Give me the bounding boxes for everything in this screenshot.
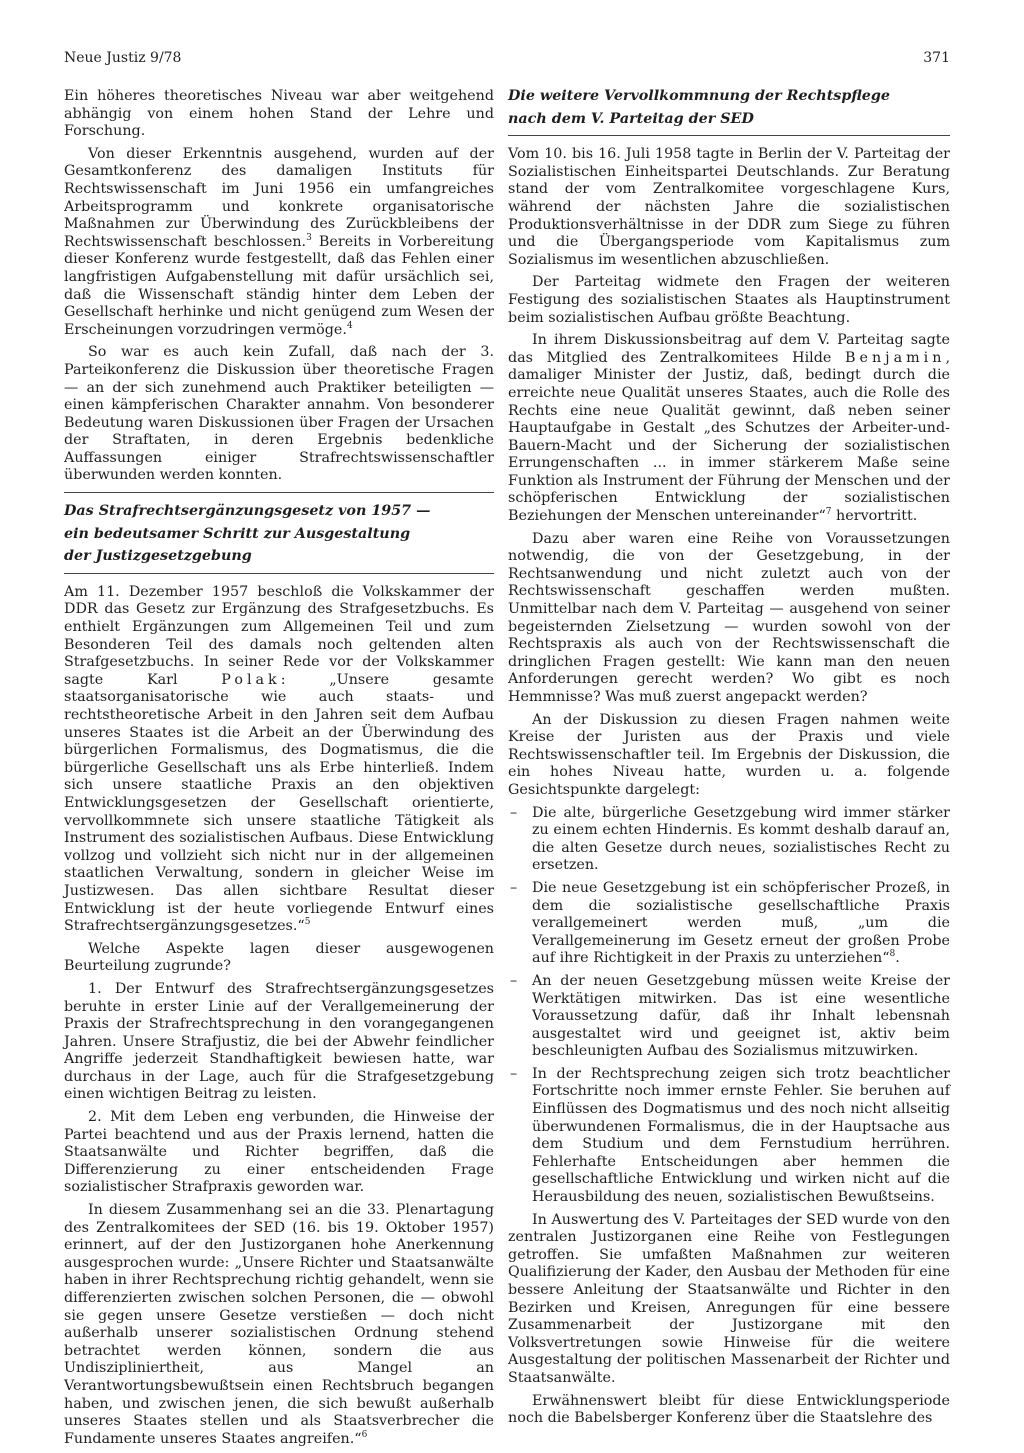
- paragraph: In diesem Zusammenhang sei an die 33. Plenartagung des Zentralkomitees der SED (16. bis 19. Oktober 1957) erinnert, auf der den Justizorganen hohe Anerkennung ausgesprochen wurde: „Unsere Richter und Staatsanwälte haben in ihrer Rechtsprechung richtig gehandelt, wenn sie differenzierten zwischen solchen Personen, die — obwohl sie gegen unsere Gesetze verstießen — doch nicht außerhalb unserer sozialistischen Ordnung stehend betrachtet werden können, sondern die aus Undiszipliniertheit, aus Mangel an Verantwortungsbewußtsein einen Rechtsbruch begangen haben, und zwischen jenen, die sich bewußt außerhalb unseres Staates stellen und als Staatsverbrecher die Fundamente unseres Staates angreifen.“$^6$: [64, 1202, 494, 1447]
- section-heading: Die weitere Vervollkommnung der Rechtspflege nach dem V. Parteitag der SED: [508, 88, 890, 127]
- dash-list: [508, 805, 950, 1207]
- section-rule: [64, 573, 494, 574]
- paragraph: Am 11. Dezember 1957 beschloß die Volkskammer der DDR das Gesetz zur Ergänzung des Strafgesetzbuchs. Es enthielt Ergänzungen zum Allgemeinen Teil und zum Besonderen Teil des damals noch geltenden alten Strafgesetzbuchs. In seiner Rede vor der Volkskammer sagte Karl Polak: „Unsere gesamte staatsorganisatorische wie auch staats- und rechtstheoretische Arbeit in den Jahren seit dem Aufbau unseres Staates ist die Arbeit an der Überwindung des bürgerlichen Formalismus, des Dogmatismus, die die bürgerliche Gesellschaft uns als Erbe hinterließ. Indem sich unsere staatliche Praxis an den objektiven Entwicklungsgesetzen der Gesellschaft orientierte, vervollkommnete sich unsere staatliche Tätigkeit als Instrument des sozialistischen Aufbaus. Diese Entwicklung vollzog und vollzieht sich nicht nur in der allgemeinen staatlichen Verwaltung, sondern in gleicher Weise im Justizwesen. Das allen sichtbare Resultat dieser Entwicklung ist der heute vorliegende Entwurf eines Strafrechtsergänzungsgesetzes.“$^5$: [64, 583, 494, 935]
- section-rule: [508, 135, 950, 136]
- list-item: – Die alte, bürgerliche Gesetzgebung wird immer stärker zu einem echten Hindernis. Es kommt deshalb darauf an, die alten Gesetze durch neues, sozialistisches Recht zu ersetzen.: [508, 805, 950, 875]
- paragraph: Von dieser Erkenntnis ausgehend, wurden auf der Gesamtkonferenz des damaligen Instituts für Rechtswissenschaft im Juni 1956 ein umfangreiches Arbeitsprogramm und konkrete organisatorische Maßnahmen zur Überwindung des Zurückbleibens der Rechtswissenschaft beschlossen.$^3$ Bereits in Vorbereitung dieser Konferenz wurde festgestellt, daß das Fehlen einer langfristigen Aufgabenstellung mit dafür ursächlich sei, daß die Wissenschaft ständig hinter dem Leben der Gesellschaft herhinke und nicht genügend zum Wesen der Erscheinungen vorzudringen vermöge.$^4$: [64, 145, 494, 338]
- paragraph: Der Parteitag widmete den Fragen der weiteren Festigung des sozialistischen Staates als Hauptinstrument beim sozialistischen Aufbau größte Beachtung.: [508, 274, 950, 326]
- list-item: – Die neue Gesetzgebung ist ein schöpferischer Prozeß, in dem die sozialistische gesellschaftliche Praxis verallgemeinert werden muß, „um die Verallgemeinerung im Gesetz erneut der großen Probe auf ihre Richtigkeit in der Praxis zu unterziehen“$^8$.: [508, 880, 950, 968]
- paragraph: Vom 10. bis 16. Juli 1958 tagte in Berlin der V. Parteitag der Sozialistischen Einheitspartei Deutschlands. Zur Beratung stand der vom Zentralkomitee vorgeschlagene Kurs, während der nächsten Jahre die sozialistischen Produktionsverhältnisse in der DDR zum Siege zu führen und die Übergangsperiode vom Kapitalismus zum Sozialismus im wesentlichen abzuschließen.: [508, 146, 950, 268]
- paragraph: An der Diskussion zu diesen Fragen nahmen weite Kreise der Juristen aus der Praxis und viele Rechtswissenschaftler teil. Im Ergebnis der Diskussion, die ein hohes Niveau hatte, wurden u. a. folgende Gesichtspunkte dargelegt:: [508, 711, 950, 798]
- footnote-ref: 7: [825, 507, 832, 518]
- paragraph: Welche Aspekte lagen dieser ausgewogenen Beurteilung zugrunde?: [64, 940, 494, 975]
- footnote-ref: 5: [304, 917, 311, 928]
- paragraph: In Auswertung des V. Parteitages der SED wurde von den zentralen Justizorganen eine Reihe von Festlegungen getroffen. Sie umfaßten Maßnahmen zur weiteren Qualifizierung der Kader, den Ausbau der Methoden für eine bessere Anleitung der Staatsanwälte und Richter in den Bezirken und Kreisen, Anregungen für eine bessere Zusammenarbeit der Justizorgane mit den Volksvertretungen sowie Hinweise für die weitere Ausgestaltung der politischen Massenarbeit der Richter und Staatsanwälte.: [508, 1211, 950, 1386]
- paragraph: Dazu aber waren eine Reihe von Voraussetzungen notwendig, die von der Gesetzgebung, in der Rechtsanwendung und nicht zuletzt auch von der Rechtswissenschaft geschaffen werden mußten. Unmittelbar nach dem V. Parteitag — ausgehend von seiner begeisternden Zielsetzung — wurden sowohl von der Rechtspraxis als auch von der Rechtswissenschaft die dringlichen Fragen gestellt: Wie kann man den neuen Anforderungen gerecht werden? Wo gibt es noch Hemmnisse? Was muß zuerst angepackt werden?: [508, 530, 950, 705]
- spaced-name: Benjamin: [844, 349, 946, 366]
- right-column: [508, 88, 950, 1433]
- paragraph: 1. Der Entwurf des Strafrechtsergänzungsgesetzes beruhte in erster Linie auf der Verallgemeinerung der Praxis der Strafrechtsprechung in den vorangegangenen Jahren. Unsere Strafjustiz, die bei der Abwehr feindlicher Angriffe jederzeit Standhaftigkeit bewiesen hatte, war durchaus in der Lage, auch für die Strafgesetzgebung einen wichtigen Beitrag zu leisten.: [64, 980, 494, 1103]
- footnote-ref: 4: [346, 320, 353, 331]
- section-heading: Das Strafrechtsergänzungsgesetz von 1957 — ein bedeutsamer Schritt zur Ausgestaltung der Justizgesetzgebung: [64, 503, 431, 565]
- footnote-ref: 3: [306, 232, 312, 243]
- journal-title: Neue Justiz 9/78: [64, 50, 182, 66]
- paragraph: So war es auch kein Zufall, daß nach der 3. Parteikonferenz die Diskussion über theoretische Fragen — an der sich zunehmend auch Praktiker beteiligten — einen kämpferischen Charakter annahm. Von besonderer Bedeutung waren Diskussionen über Fragen der Ursachen der Straftaten, in deren Ergebnis bedenkliche Auffassungen einiger Strafrechtswissenschaftler überwunden werden konnten.: [64, 344, 494, 484]
- list-item: – An der neuen Gesetzgebung müssen weite Kreise der Werktätigen mitwirken. Das ist eine wesentliche Voraussetzung dafür, daß ihr Inhalt lebensnah ausgestaltet wird und geeignet ist, aktiv beim beschleunigten Aufbau des Sozialismus mitzuwirken.: [508, 973, 950, 1061]
- footnote-ref: 8: [889, 949, 896, 960]
- paragraph: Erwähnenswert bleibt für diese Entwicklungsperiode noch die Babelsberger Konferenz über die Staatslehre des: [508, 1392, 950, 1427]
- page-number: 371: [923, 50, 950, 66]
- left-column: [64, 88, 494, 1453]
- spaced-name: Polak: [221, 671, 281, 688]
- running-header: [64, 50, 950, 74]
- list-item: – In der Rechtsprechung zeigen sich trotz beachtlicher Fortschritte noch immer ernste Fehler. Sie beruhen auf Einflüssen des Dogmatismus und des noch nicht allseitig überwundenen Formalismus, die in der Hauptsache aus dem Studium und dem Fernstudium herrühren. Fehlerhafte Entscheidungen aber hemmen die gesellschaftliche Entwicklung und wirken nicht auf die Herausbildung des neuen, sozialistischen Bewußtseins.: [508, 1066, 950, 1207]
- paragraph: In ihrem Diskussionsbeitrag auf dem V. Parteitag sagte das Mitglied des Zentralkomitees Hilde Benjamin, damaliger Minister der Justiz, daß, bedingt durch die erreichte neue Qualität unseres Staates, auch die Rolle des Rechts eine neue Qualität gewinnt, daß neben seiner Hauptaufgabe in Gestalt „des Schutzes der Arbeiter-und-Bauern-Macht und der Sicherung der sozialistischen Errungenschaften ... in immer stärkerem Maße seine Funktion als Instrument der Führung der Menschen und der schöpferischen Entwicklung der sozialistischen Beziehungen der Menschen untereinander“$^7$ hervortritt.: [508, 332, 950, 525]
- paragraph: 2. Mit dem Leben eng verbunden, die Hinweise der Partei beachtend und aus der Praxis lernend, hatten die Staatsanwälte und Richter begriffen, daß die Differenzierung zu einer entscheidenden Frage sozialistischer Strafpraxis geworden war.: [64, 1109, 494, 1196]
- paragraph: Ein höheres theoretisches Niveau war aber weitgehend abhängig von einem hohen Stand der Lehre und Forschung.: [64, 88, 494, 140]
- section-rule: [64, 492, 494, 493]
- footnote-ref: 6: [361, 1429, 368, 1440]
